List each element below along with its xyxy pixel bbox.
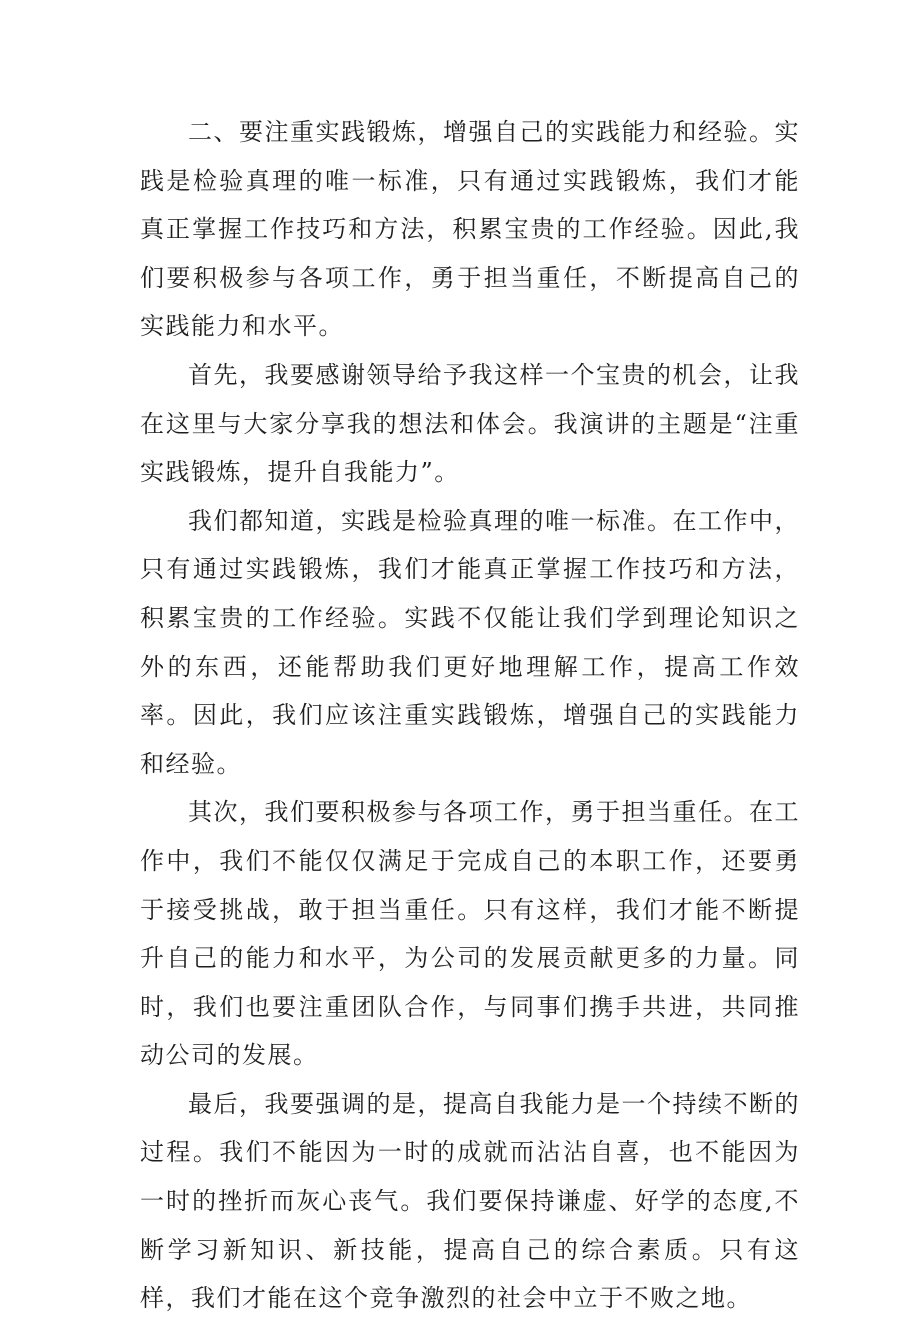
paragraph-thanks-leadership: 首先，我要感谢领导给予我这样一个宝贵的机会，让我在这里与大家分享我的想法和体会。我演讲的主题是“注重实践锻炼，提升自我能力”。	[140, 360, 800, 487]
paragraph-practice-truth: 我们都知道，实践是检验真理的唯一标准。在工作中，只有通过实践锻炼，我们才能真正掌握工作技巧和方法，积累宝贵的工作经验。实践不仅能让我们学到理论知识之外的东西，还能帮助我们更好地理解工作，提高工作效率。因此，我们应该注重实践锻炼，增强自己的实践能力和经验。	[140, 506, 800, 778]
document-body	[140, 108, 800, 1323]
paragraph-take-responsibility: 其次，我们要积极参与各项工作，勇于担当重任。在工作中，我们不能仅仅满足于完成自己的本职工作，还要勇于接受挑战，敢于担当重任。只有这样，我们才能不断提升自己的能力和水平，为公司的发展贡献更多的力量。同时，我们也要注重团队合作，与同事们携手共进，共同推动公司的发展。	[140, 798, 800, 1070]
paragraph-continuous-improvement: 最后，我要强调的是，提高自我能力是一个持续不断的过程。我们不能因为一时的成就而沾沾自喜，也不能因为一时的挫折而灰心丧气。我们要保持谦虚、好学的态度,不断学习新知识、新技能，提高自己的综合素质。只有这样，我们才能在这个竞争激烈的社会中立于不败之地。	[140, 1089, 800, 1313]
paragraph-practice-training: 二、要注重实践锻炼，增强自己的实践能力和经验。实践是检验真理的唯一标准，只有通过实践锻炼，我们才能真正掌握工作技巧和方法，积累宝贵的工作经验。因此,我们要积极参与各项工作，勇于担当重任，不断提高自己的实践能力和水平。	[140, 118, 800, 341]
